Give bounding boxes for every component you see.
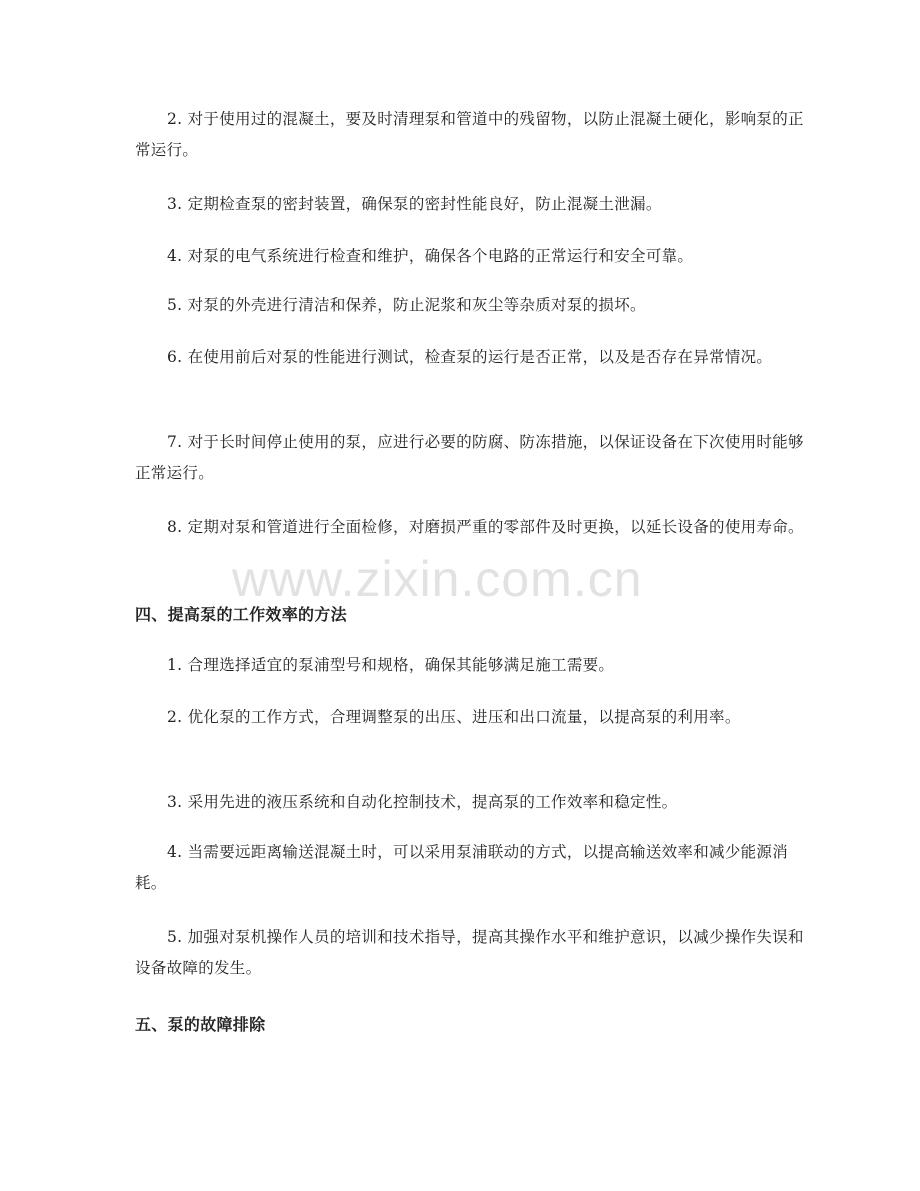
section-heading-5: 五、泵的故障排除 [135,1015,266,1034]
paragraph-maintenance-5: 5. 对泵的外壳进行清洁和保养，防止泥浆和灰尘等杂质对泵的损坏。 [167,296,646,314]
paragraph-maintenance-2: 2. 对于使用过的混凝土，要及时清理泵和管道中的残留物，以防止混凝土硬化，影响泵的正常运行。 [135,110,804,159]
paragraph-maintenance-3: 3. 定期检查泵的密封装置，确保泵的密封性能良好，防止混凝土泄漏。 [167,195,662,213]
paragraph-efficiency-3: 3. 采用先进的液压系统和自动化控制技术，提高泵的工作效率和稳定性。 [167,793,678,811]
paragraph-maintenance-8: 8. 定期对泵和管道进行全面检修，对磨损严重的零部件及时更换，以延长设备的使用寿命。 [167,518,804,536]
paragraph-maintenance-4: 4. 对泵的电气系统进行检查和维护，确保各个电路的正常运行和安全可靠。 [167,247,694,265]
paragraph-maintenance-7: 7. 对于长时间停止使用的泵，应进行必要的防腐、防冻措施，以保证设备在下次使用时能够正常运行。 [135,433,804,482]
paragraph-efficiency-2: 2. 优化泵的工作方式，合理调整泵的出压、进压和出口流量，以提高泵的利用率。 [167,708,741,726]
paragraph-efficiency-4: 4. 当需要远距离输送混凝土时，可以采用泵浦联动的方式，以提高输送效率和减少能源消耗。 [135,843,789,892]
paragraph-efficiency-5: 5. 加强对泵机操作人员的培训和技术指导，提高其操作水平和维护意识，以减少操作失误和设备故障的发生。 [135,928,804,977]
paragraph-maintenance-6: 6. 在使用前后对泵的性能进行测试，检查泵的运行是否正常，以及是否存在异常情况。 [167,348,773,366]
paragraph-efficiency-1: 1. 合理选择适宜的泵浦型号和规格，确保其能够满足施工需要。 [167,656,615,674]
section-heading-4: 四、提高泵的工作效率的方法 [135,605,347,624]
watermark: www.zixin.com.cn [232,551,643,607]
